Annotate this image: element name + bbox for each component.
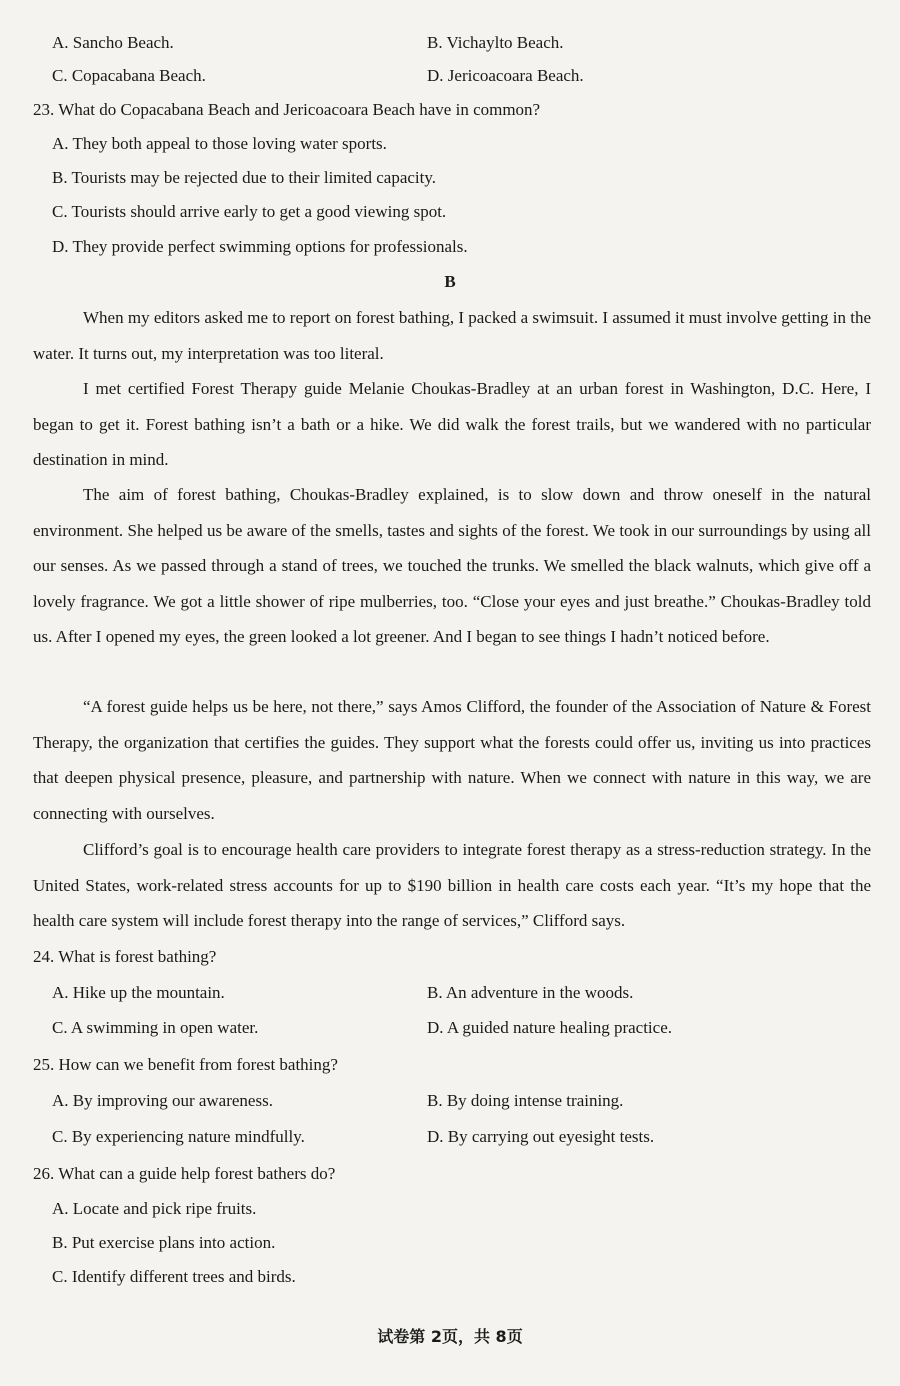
section-heading: B bbox=[444, 272, 456, 291]
q25-question: 25. How can we benefit from forest bathing? bbox=[33, 1055, 338, 1074]
q24-option-c: C. A swimming in open water. bbox=[52, 1018, 259, 1037]
passage-paragraph-4: “A forest guide helps us be here, not there,” says Amos Clifford, the founder of the Association of Nature & Forest Therapy, the organization that certifies the guides. They support what the forests could offer us, inviting us into practices that deepen physical presence, pleasure, and partnership with nature. When we connect with nature in this way, we are connecting with ourselves. bbox=[33, 697, 871, 823]
passage-paragraph-5: Clifford’s goal is to encourage health care providers to integrate forest therapy as a stress-reduction strategy. In the United States, work-related stress accounts for up to $190 billion in health care costs each year. “It’s my hope that the health care system will include forest therapy into the range of services,” Clifford says. bbox=[33, 840, 871, 930]
q26-question: 26. What can a guide help forest bathers do? bbox=[33, 1164, 336, 1183]
q24-option-d: D. A guided nature healing practice. bbox=[427, 1018, 672, 1037]
q23-question: 23. What do Copacabana Beach and Jericoacoara Beach have in common? bbox=[33, 100, 541, 119]
q23-option-a: A. They both appeal to those loving water sports. bbox=[52, 134, 387, 153]
q22-option-b: B. Vichaylto Beach. bbox=[427, 33, 564, 52]
q23-option-c: C. Tourists should arrive early to get a good viewing spot. bbox=[52, 202, 447, 221]
q26-option-c: C. Identify different trees and birds. bbox=[52, 1267, 296, 1286]
q22-option-d: D. Jericoacoara Beach. bbox=[427, 66, 584, 85]
q25-option-d: D. By carrying out eyesight tests. bbox=[427, 1127, 655, 1146]
q25-option-b: B. By doing intense training. bbox=[427, 1091, 624, 1110]
q24-option-b: B. An adventure in the woods. bbox=[427, 983, 634, 1002]
q23-option-b: B. Tourists may be rejected due to their limited capacity. bbox=[52, 168, 437, 187]
q26-option-a: A. Locate and pick ripe fruits. bbox=[52, 1199, 257, 1218]
page-footer: 试卷第 2页，共 8页 bbox=[377, 1327, 523, 1346]
q22-option-a: A. Sancho Beach. bbox=[52, 33, 174, 52]
passage-paragraph-1: When my editors asked me to report on forest bathing, I packed a swimsuit. I assumed it must involve getting in the water. It turns out, my interpretation was too literal. bbox=[33, 308, 871, 363]
q25-option-c: C. By experiencing nature mindfully. bbox=[52, 1127, 305, 1146]
q24-option-a: A. Hike up the mountain. bbox=[52, 983, 225, 1002]
passage-paragraph-3: The aim of forest bathing, Choukas-Bradley explained, is to slow down and throw oneself in the natural environment. She helped us be aware of the smells, tastes and sights of the forest. We took in our surroundings by using all our senses. As we passed through a stand of trees, we touched the trunks. We smelled the black walnuts, which give off a lovely fragrance. We got a little shower of ripe mulberries, too. “Close your eyes and just breathe.” Choukas-Bradley told us. After I opened my eyes, the green looked a lot greener. And I began to see things I hadn’t noticed before. bbox=[33, 485, 871, 646]
q26-option-b: B. Put exercise plans into action. bbox=[52, 1233, 276, 1252]
q23-option-d: D. They provide perfect swimming options for professionals. bbox=[52, 237, 468, 256]
q22-option-c: C. Copacabana Beach. bbox=[52, 66, 206, 85]
passage-paragraph-2: I met certified Forest Therapy guide Melanie Choukas-Bradley at an urban forest in Washington, D.C. Here, I began to get it. Forest bathing isn’t a bath or a hike. We did walk the forest trails, but we wandered with no particular destination in mind. bbox=[33, 379, 871, 469]
q25-option-a: A. By improving our awareness. bbox=[52, 1091, 273, 1110]
q24-question: 24. What is forest bathing? bbox=[33, 947, 217, 966]
